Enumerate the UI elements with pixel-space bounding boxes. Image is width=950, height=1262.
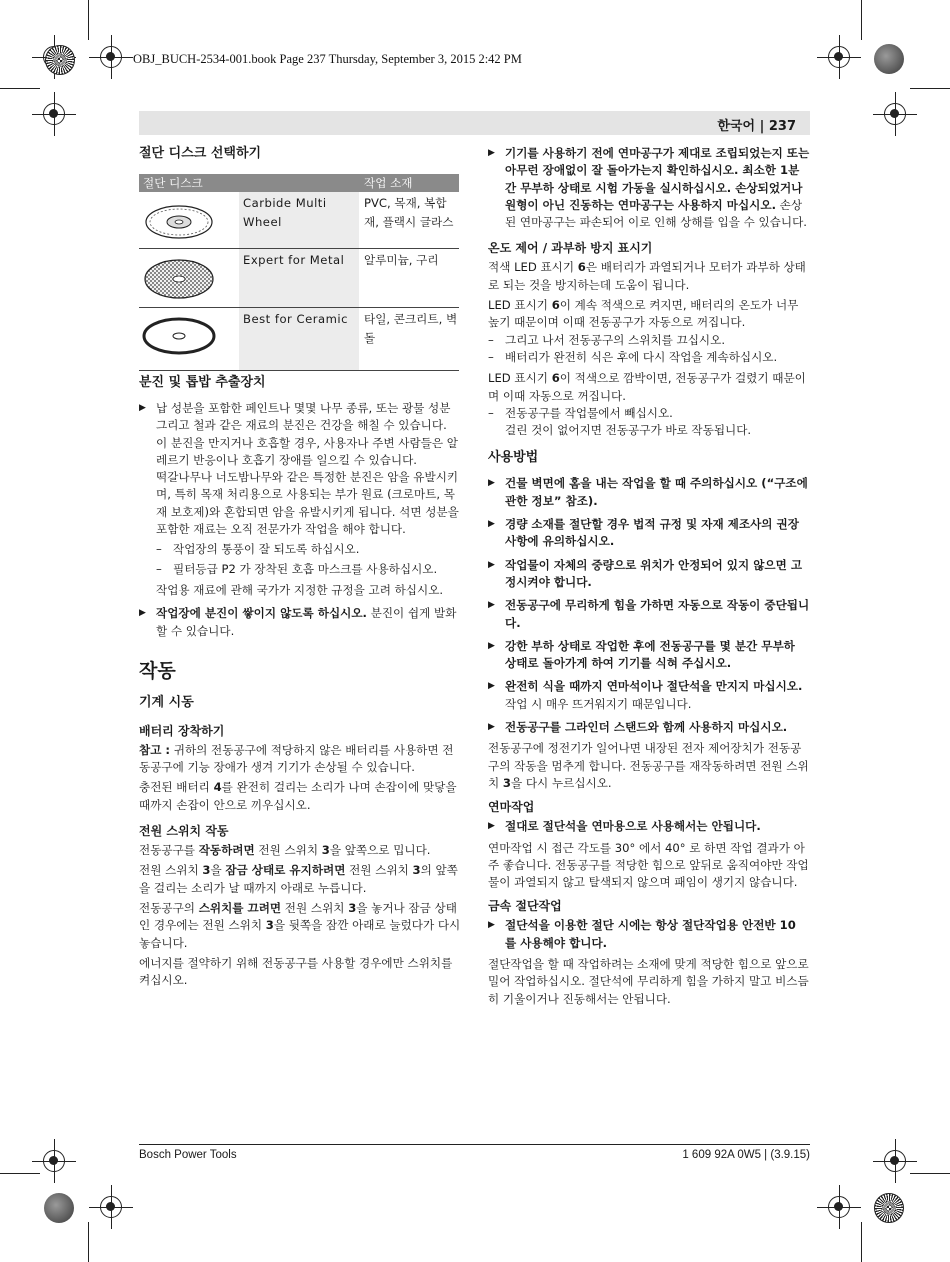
battery-insert-paragraph [139,779,461,814]
dust-dash-text: 작업장의 통풍이 잘 되도록 하십시오. [173,542,360,557]
star-target-bottom-right [874,1193,904,1223]
battery-title: 배터리 장착하기 [139,723,225,738]
dust-accumulation-text: 분진이 쉽게 발화할 수 있습니다. [156,606,457,638]
switch-text: 을 앞쪽으로 밉니다. [329,843,431,858]
footer-part-number: 1 609 92A 0W5 | (3.9.15) [682,1149,810,1161]
usage-bullet-text: 작업물이 자체의 중량으로 위치가 안정되어 있지 않으면 고정시켜야 합니다. [505,557,803,589]
dust-dash-text: 필터등급 P2 가 장착된 호흡 마스크를 사용하십시오. [173,561,438,576]
usage-bullet [488,557,810,592]
usage-bullet-text: 전동공구에 무리하게 힘을 가하면 자동으로 작동이 중단됩니다. [505,598,810,630]
temp-after-text: 걸린 것이 없어지면 전동공구가 바로 작동됩니다. [505,423,752,438]
disc-material: 알루미늄, 구리 [364,253,439,267]
static-paragraph [488,740,810,792]
dust-warning-text: 납 성분을 포함한 페인트나 몇몇 나무 종류, 또는 광물 성분 그리고 철과 같은 재료의 분진은 건강을 해칠 수 있습니다. 이 분진을 만지거나 호흡할 경우, 사용자나 주변 사람들은 알레르기 반응이나 호흡기 장애를 일으킬 수 있습니다. [156,401,458,467]
switch-text: 전원 스위치 [345,863,413,878]
temp-text: 적색 LED 표시기 [488,260,578,275]
led-number: 6 [577,260,586,275]
dust-warning-bullet [139,400,461,469]
table-row [139,192,459,249]
grinding-paragraph: 연마작업 시 접근 각도를 30° 에서 40° 로 하면 작업 결과가 아주 좋습니다. 전동공구를 적당한 힘으로 앞뒤로 움직여야만 작업물이 과열되지 않고 탈색되지 않으며 패임이 생기지 않습니다. [488,840,809,890]
dust-accumulation-bold: 작업장에 분진이 쌓이지 않도록 하십시오. [156,606,367,621]
language-header-bar [139,111,810,135]
switch-number: 3 [412,863,421,878]
dust-paragraph: 떡갈나무나 너도밤나무와 같은 특정한 분진은 암을 유발시키며, 특히 목재 처리용으로 사용되는 부가 원료 (크로마트, 목재 보호제)와 혼합되면 암을 유발시키게 됩니다. 석면 성분을 포함한 재료는 오직 전문가가 작업을 해야 합니다. [156,470,459,537]
switch-text: 을 놓거나 잠금 상태인 경우에는 전원 스위치 [139,900,457,933]
switch-bold: 잠금 상태로 유지하려면 [225,863,346,878]
battery-number: 4 [213,780,222,795]
usage-bullet-text: 건물 벽면에 홈을 내는 작업을 할 때 주의하십시오 (“구조에 관한 정보” 참조). [505,476,808,508]
carbide-disc-image [139,192,239,248]
battery-text-a: 충전된 배터리 [139,780,214,795]
usage-title: 사용방법 [488,450,539,466]
disc-material: PVC, 목재, 복합재, 플랙시 글라스 [364,196,454,229]
left-column-body [139,374,461,992]
table-header-disc: 절단 디스크 [143,176,203,190]
star-target-top-left [45,45,75,75]
dust-section-title: 분진 및 톱밥 추출장치 [139,375,266,390]
disc-material: 타일, 콘크리트, 벽돌 [364,312,458,345]
dust-dash-item [156,561,461,578]
left-column [139,145,461,163]
static-text: 전동공구에 정전기가 일어나면 내장된 전자 제어장치가 전동공구의 작동을 멈추게 합니다. 전동공구를 재작동하려면 전원 스위치 [488,741,809,790]
led-number: 6 [551,298,560,313]
switch-text: 전원 스위치 [254,843,322,858]
switch-text: 전동공구의 [139,900,199,915]
temp-dash-item [488,349,810,366]
usage-bullet-text: 경량 소재를 절단할 경우 법적 규정 및 자재 제조사의 권장사항에 유의하십시오. [505,517,799,549]
switch-title: 전원 스위치 작동 [139,824,229,839]
usage-bullet-bold: 완전히 식을 때까지 연마석이나 절단석을 만지지 마십시오. [505,679,803,694]
switch-number: 3 [348,900,357,915]
switch-lock-paragraph [139,862,461,897]
temp-dash-item [488,332,810,349]
switch-text: 을 [210,863,226,878]
usage-bullet-text: 작업 시 매우 뜨거워지기 때문입니다. [505,696,692,711]
disc-table [139,174,459,371]
table-row [139,249,459,308]
temp-text: LED 표시기 [488,298,552,313]
pre-use-check-bullet [488,145,810,231]
table-row [139,308,459,371]
pre-use-check-bold: 기기를 사용하기 전에 연마공구가 제대로 조립되었는지 또는 아무런 장애없이 잘 돌아가는지 확인하십시오. 최소한 1분간 무부하 상태로 시험 가동을 실시하십시오. 손상되었거나 원형이 아닌 진동하는 연마공구는 사용하지 마십시오. [505,146,810,212]
temp-text: 은 배터리가 과열되거나 모터가 과부하 상태로 되는 것을 방지하는데 도움이 됩니다. [488,260,806,292]
note-label: 참고 : [139,742,171,757]
led-number: 6 [551,371,560,386]
temperature-title: 온도 제어 / 과부하 방지 표시기 [488,241,653,256]
temp-text: 이 계속 적색으로 켜지면, 배터리의 온도가 너무 높기 때문이며 이때 전동공구가 자동으로 꺼집니다. [488,298,799,330]
usage-bullet [488,475,810,510]
switch-text: 전동공구를 [139,843,199,858]
switch-off-paragraph [139,900,461,952]
ceramic-disc-image [139,308,239,370]
usage-bullet [488,638,810,673]
switch-text: 전원 스위치 [139,863,203,878]
temp-dash-text: 그리고 나서 전동공구의 스위치를 끄십시오. [505,332,726,347]
color-dot-top-right [874,44,904,74]
grinding-bullet-text: 절대로 절단석을 연마용으로 사용해서는 안됩니다. [505,819,761,834]
usage-bullet [488,719,810,736]
temp-dash-text: 배터리가 완전히 식은 후에 다시 작업을 계속하십시오. [505,349,778,364]
switch-number: 3 [321,843,330,858]
temp-text: LED 표시기 [488,371,552,386]
usage-bullet-text: 전동공구를 그라인더 스탠드와 함께 사용하지 마십시오. [505,720,788,735]
dust-regulation-paragraph: 작업용 재료에 관해 국가가 지정한 규정을 고려 하십시오. [156,582,444,597]
battery-text-b: 를 완전히 걸리는 소리가 나며 손잡이에 맞닿을 때까지 손잡이 안으로 끼우십시오. [139,780,457,812]
temp-text: 이 적색으로 깜박이면, 전동공구가 걸렸기 때문이며 이때 자동으로 꺼집니다. [488,371,806,403]
switch-bold: 작동하려면 [198,843,255,858]
usage-bullet-text: 강한 부하 상태로 작업한 후에 전동공구를 몇 분간 무부하 상태로 돌아가게 하여 기기를 식혀 주십시오. [505,638,795,671]
battery-note [139,742,461,777]
energy-saving-paragraph: 에너지를 절약하기 위해 전동공구를 사용할 경우에만 스위치를 켜십시오. [139,955,453,988]
language-page-label: 한국어 | 237 [717,119,796,134]
dust-dash-item [156,541,461,558]
dust-accumulation-bullet [139,605,461,640]
color-dot-bottom-left [44,1193,74,1223]
static-text: 을 다시 누르십시오. [510,775,612,790]
temp-dash-item [488,405,810,422]
disc-name: Expert for Metal [239,249,359,307]
temp-dash-text: 전동공구를 작업물에서 빼십시오. [505,405,673,420]
switch-on-paragraph [139,842,461,859]
usage-bullet [488,597,810,632]
metal-cutting-paragraph: 절단작업을 할 때 작업하려는 소재에 맞게 적당한 힘으로 앞으로 밀어 작업하십시오. 절단석에 무리하게 힘을 가하지 말고 비스듬히 기울이거나 진동해서는 안됩니다. [488,956,809,1006]
operation-title: 작동 [139,659,176,682]
switch-number: 3 [202,863,211,878]
footer-rule [139,1144,810,1145]
temperature-red-paragraph [488,297,810,332]
static-number: 3 [502,775,511,790]
startup-title: 기계 시동 [139,694,194,710]
pre-use-check-text: 손상된 연마공구는 파손되어 이로 인해 상해를 입을 수 있습니다. [505,197,807,230]
switch-text: 을 뒷쪽을 잠깐 아래로 눌렀다가 다시 놓습니다. [139,918,461,950]
disc-name: Carbide Multi Wheel [239,192,359,248]
switch-bold: 스위치를 끄려면 [198,900,282,915]
usage-bullet [488,678,810,713]
temperature-blink-paragraph [488,370,810,405]
table-header-material: 작업 소재 [364,176,413,190]
right-column [488,145,810,1011]
print-slug: OBJ_BUCH-2534-001.book Page 237 Thursday, September 3, 2015 2:42 PM [133,52,522,66]
disc-name: Best for Ceramic [239,308,359,370]
grinding-bullet [488,818,810,835]
temperature-paragraph [488,259,810,294]
switch-number: 3 [265,918,274,933]
disc-section-title: 절단 디스크 선택하기 [139,146,262,161]
metal-cutting-title: 금속 절단작업 [488,899,562,914]
metal-cutting-bullet [488,917,810,952]
grinding-title: 연마작업 [488,800,535,815]
metal-disc-image [139,249,239,307]
usage-bullet [488,516,810,551]
table-header [139,174,459,192]
footer-brand: Bosch Power Tools [139,1149,237,1161]
switch-text: 의 앞쪽을 걸리는 소리가 날 때까지 아래로 누릅니다. [139,863,458,895]
note-text: 귀하의 전동공구에 적당하지 않은 배터리를 사용하면 전동공구에 기능 장애가 생겨 기기가 손상될 수 있습니다. [139,742,454,775]
switch-text: 전원 스위치 [281,900,349,915]
metal-cutting-bullet-text: 절단석을 이용한 절단 시에는 항상 절단작업용 안전반 10 를 사용해야 합니다. [505,918,796,950]
